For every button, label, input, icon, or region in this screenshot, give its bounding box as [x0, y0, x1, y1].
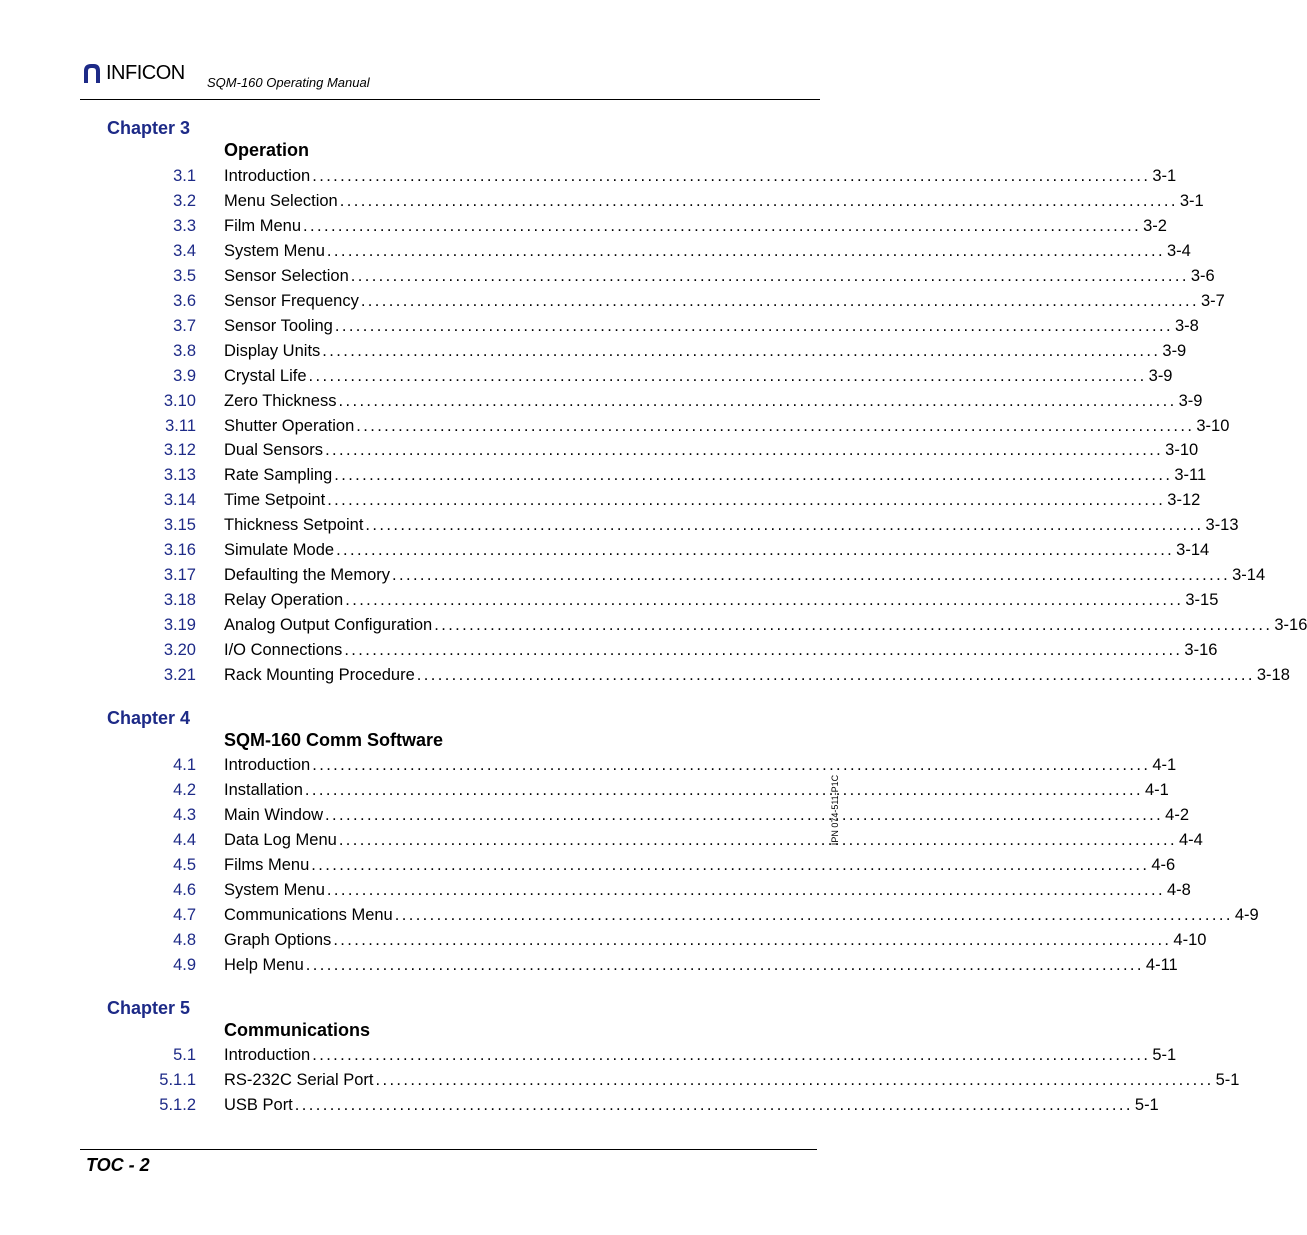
section-number-link[interactable]: 4.6	[173, 880, 196, 899]
section-page-number: 5-1	[1215, 1070, 1240, 1089]
toc-entry	[224, 316, 1199, 336]
section-title: I/O Connections	[224, 641, 343, 660]
dot-leader: ........................................................................................................................	[339, 191, 1178, 210]
section-title: Time Setpoint	[224, 491, 326, 510]
toc-entry-row	[0, 780, 1169, 805]
section-number-link[interactable]: 3.6	[173, 291, 196, 310]
section-number-link[interactable]: 3.7	[173, 316, 196, 335]
toc-entry-row	[0, 955, 1178, 980]
section-page-number: 3-11	[1174, 466, 1207, 485]
toc-entry-row	[0, 830, 1203, 855]
section-title: Help Menu	[224, 955, 304, 974]
toc-entry-row	[0, 591, 1219, 615]
dot-leader: ........................................................................................................................	[325, 805, 1164, 824]
section-number-link[interactable]: 5.1.2	[159, 1095, 196, 1114]
toc-entry-row	[0, 905, 1259, 930]
toc-entry	[224, 905, 1259, 925]
ipn-code: IPN 074-511-P1C	[830, 774, 841, 846]
toc-entry	[224, 266, 1215, 286]
dot-leader: ........................................................................................................................	[333, 930, 1172, 949]
section-number-link[interactable]: 3.4	[173, 241, 196, 260]
toc-entry-row	[0, 516, 1239, 540]
dot-leader: ........................................................................................................................	[365, 516, 1204, 535]
toc-entry-row	[0, 391, 1203, 416]
toc-entry	[224, 291, 1225, 311]
dot-leader: ........................................................................................................................	[326, 241, 1165, 260]
toc-entry	[224, 616, 1307, 635]
section-title: Menu Selection	[224, 191, 338, 210]
section-title: Relay Operation	[224, 591, 344, 610]
toc-entry	[224, 641, 1218, 660]
section-title: Shutter Operation	[224, 416, 355, 435]
section-title: Simulate Mode	[224, 541, 335, 560]
toc-entry-row	[0, 566, 1266, 590]
section-title: Dual Sensors	[224, 441, 324, 460]
section-page-number: 3-15	[1185, 591, 1219, 610]
section-title: Main Window	[224, 805, 324, 824]
section-page-number: 3-2	[1143, 216, 1167, 235]
section-page-number: 4-6	[1151, 855, 1176, 874]
toc-entry-row	[0, 316, 1199, 341]
toc-entry-row	[0, 441, 1199, 465]
section-title: Data Log Menu	[224, 830, 337, 849]
toc-entry	[224, 855, 1176, 875]
inficon-logo-mark	[82, 62, 102, 84]
header-rule	[80, 99, 820, 100]
section-number-link[interactable]: 3.16	[163, 541, 196, 560]
section-number-link[interactable]: 4.4	[173, 830, 196, 849]
dot-leader: ........................................................................................................................	[304, 780, 1143, 799]
section-page-number: 3-13	[1205, 516, 1239, 535]
section-page-number: 3-14	[1232, 566, 1266, 585]
dot-leader: ........................................................................................................................	[345, 591, 1184, 610]
chapter-title: SQM-160 Comm Software	[224, 730, 444, 750]
dot-leader: ........................................................................................................................	[392, 566, 1231, 585]
section-page-number: 3-9	[1148, 366, 1173, 385]
dot-leader: ........................................................................................................................	[312, 1046, 1151, 1064]
manual-title: SQM-160 Operating Manual	[207, 75, 370, 90]
section-number-link[interactable]: 3.13	[163, 466, 196, 485]
toc-entry-row	[0, 616, 1307, 640]
dot-leader: ........................................................................................................................	[312, 756, 1151, 774]
section-number-link[interactable]: 3.15	[163, 516, 196, 535]
toc-entry	[224, 591, 1219, 610]
section-number-link[interactable]: 4.1	[173, 756, 196, 774]
section-page-number: 3-9	[1178, 391, 1203, 410]
section-page-number: 4-4	[1178, 830, 1203, 849]
toc-entry	[224, 167, 1177, 186]
toc-entry	[224, 805, 1190, 825]
dot-leader: ........................................................................................................................	[311, 855, 1150, 874]
section-page-number: 3-7	[1200, 291, 1225, 310]
toc-entry-row	[0, 805, 1190, 830]
section-title: USB Port	[224, 1095, 293, 1114]
dot-leader: ........................................................................................................................	[338, 830, 1177, 849]
dot-leader: ........................................................................................................................	[303, 216, 1142, 235]
toc-entry	[224, 441, 1199, 460]
toc-entry	[224, 930, 1207, 950]
section-page-number: 3-12	[1167, 491, 1201, 510]
section-page-number: 3-10	[1165, 441, 1199, 460]
section-title: Zero Thickness	[224, 391, 337, 410]
dot-leader: ........................................................................................................................	[334, 466, 1173, 485]
section-page-number: 5-1	[1152, 1046, 1177, 1064]
section-page-number: 4-2	[1165, 805, 1190, 824]
section-page-number: 4-10	[1173, 930, 1207, 949]
section-title: System Menu	[224, 880, 325, 899]
section-page-number: 3-4	[1166, 241, 1191, 260]
toc-entry	[224, 666, 1290, 685]
toc-entry-row	[0, 191, 1204, 216]
section-title: Crystal Life	[224, 366, 307, 385]
brand-name: INFICON	[106, 61, 185, 84]
section-title: Graph Options	[224, 930, 332, 949]
toc-entry-row	[0, 1046, 1177, 1070]
dot-leader: ........................................................................................................................	[312, 167, 1151, 185]
toc-entry	[224, 1070, 1240, 1090]
section-title: Introduction	[224, 1046, 311, 1064]
dot-leader: ........................................................................................................................	[327, 491, 1166, 510]
toc-entry	[224, 780, 1169, 800]
toc-entry-row	[0, 1095, 1159, 1120]
section-number-link[interactable]: 4.5	[173, 855, 196, 874]
section-page-number: 3-9	[1162, 341, 1187, 360]
section-number-link[interactable]: 3.2	[173, 191, 196, 210]
section-page-number: 5-1	[1134, 1095, 1159, 1114]
toc-entry-row	[0, 341, 1187, 366]
section-number-link[interactable]: 3.19	[163, 616, 196, 635]
toc-entry-row	[0, 366, 1173, 391]
dot-leader: ........................................................................................................................	[434, 616, 1273, 635]
chapter-label[interactable]: Chapter 3	[107, 118, 191, 138]
chapter-title: Operation	[224, 140, 310, 160]
section-page-number: 3-6	[1190, 266, 1215, 285]
toc-entry	[224, 955, 1178, 975]
dot-leader: ........................................................................................................................	[308, 366, 1147, 385]
page-number: TOC - 2	[86, 1155, 150, 1175]
dot-leader: ........................................................................................................................	[338, 391, 1177, 410]
toc-entry-row	[0, 855, 1176, 880]
toc-entry-row	[0, 880, 1191, 905]
section-number-link[interactable]: 3.9	[173, 366, 196, 385]
toc-entry-row	[0, 756, 1177, 780]
dot-leader: ........................................................................................................................	[326, 880, 1165, 899]
section-page-number: 3-18	[1256, 666, 1290, 684]
toc-entry-row	[0, 466, 1207, 490]
toc-entry	[224, 366, 1173, 386]
toc-entry	[224, 880, 1191, 900]
toc-entry	[224, 516, 1239, 535]
footer-rule	[80, 1149, 817, 1150]
dot-leader: ........................................................................................................................	[344, 641, 1183, 660]
section-number-link[interactable]: 5.1	[173, 1046, 196, 1064]
section-number-link[interactable]: 3.11	[165, 416, 196, 435]
section-number-link[interactable]: 3.8	[173, 341, 196, 360]
section-number-link[interactable]: 3.3	[173, 216, 196, 235]
section-number-link[interactable]: 3.12	[163, 441, 196, 460]
toc-entry	[224, 466, 1207, 485]
toc-entry-row	[0, 1070, 1240, 1095]
dot-leader: ........................................................................................................................	[334, 316, 1173, 335]
dot-leader: ........................................................................................................................	[394, 905, 1233, 924]
section-page-number: 3-14	[1176, 541, 1210, 560]
toc-entry	[224, 756, 1177, 775]
section-number-link[interactable]: 3.20	[163, 641, 196, 660]
section-number-link[interactable]: 3.18	[163, 591, 196, 610]
dot-leader: ........................................................................................................................	[360, 291, 1199, 310]
section-number-link[interactable]: 5.1.1	[159, 1070, 196, 1089]
section-number-link[interactable]: 4.8	[173, 930, 196, 949]
toc-entry-row	[0, 241, 1191, 266]
toc-entry	[224, 416, 1230, 436]
toc-entry	[224, 566, 1266, 585]
toc-entry	[224, 491, 1201, 510]
toc-entry	[224, 241, 1191, 261]
toc-entry	[224, 341, 1187, 361]
dot-leader: ........................................................................................................................	[294, 1095, 1133, 1114]
dot-leader: ........................................................................................................................	[375, 1070, 1214, 1089]
section-number-link[interactable]: 4.9	[173, 955, 196, 974]
section-page-number: 4-11	[1145, 955, 1178, 974]
section-title: System Menu	[224, 241, 325, 260]
section-number-link[interactable]: 3.5	[173, 266, 196, 285]
toc-entry-row	[0, 216, 1167, 241]
section-number-link[interactable]: 3.21	[163, 666, 196, 684]
chapter-label[interactable]: Chapter 4	[107, 708, 191, 728]
toc-entry	[224, 391, 1203, 411]
section-number-link[interactable]: 4.3	[173, 805, 196, 824]
toc-entry	[224, 830, 1203, 850]
section-title: Sensor Frequency	[224, 291, 359, 310]
section-number-link[interactable]: 4.7	[173, 905, 196, 924]
section-title: Film Menu	[224, 216, 302, 235]
section-number-link[interactable]: 3.14	[163, 491, 196, 510]
inficon-logo	[82, 60, 185, 86]
toc-entry-row	[0, 641, 1218, 665]
dot-leader: ........................................................................................................................	[322, 341, 1161, 360]
toc-entry-row	[0, 167, 1177, 191]
section-title: Installation	[224, 780, 303, 799]
dot-leader: ........................................................................................................................	[416, 666, 1255, 684]
section-page-number: 4-8	[1166, 880, 1191, 899]
toc-entry-row	[0, 491, 1201, 515]
section-number-link[interactable]: 3.17	[163, 566, 196, 585]
section-number-link[interactable]: 3.10	[163, 391, 196, 410]
section-title: Sensor Tooling	[224, 316, 333, 335]
section-title: Introduction	[224, 167, 311, 185]
toc-entry	[224, 541, 1210, 560]
section-title: Analog Output Configuration	[224, 616, 433, 635]
section-page-number: 3-16	[1274, 616, 1307, 635]
section-title: Defaulting the Memory	[224, 566, 390, 585]
section-page-number: 4-9	[1234, 905, 1259, 924]
section-title: Thickness Setpoint	[224, 516, 364, 535]
chapter-title: Communications	[224, 1020, 371, 1040]
toc-entry-row	[0, 266, 1215, 291]
toc-entry-row	[0, 291, 1225, 316]
dot-leader: ........................................................................................................................	[336, 541, 1175, 560]
section-number-link[interactable]: 3.1	[173, 167, 196, 185]
dot-leader: ........................................................................................................................	[350, 266, 1189, 285]
section-title: Sensor Selection	[224, 266, 349, 285]
section-title: Communications Menu	[224, 905, 393, 924]
section-page-number: 4-1	[1145, 780, 1169, 799]
section-page-number: 3-1	[1179, 191, 1204, 210]
toc-entry	[224, 1095, 1159, 1115]
toc-entry-row	[0, 541, 1210, 565]
section-title: Display Units	[224, 341, 321, 360]
section-title: Films Menu	[224, 855, 310, 874]
dot-leader: ........................................................................................................................	[356, 416, 1195, 435]
section-title: Rate Sampling	[224, 466, 333, 485]
section-title: Rack Mounting Procedure	[224, 666, 415, 684]
section-title: RS-232C Serial Port	[224, 1070, 374, 1089]
section-page-number: 3-1	[1152, 167, 1177, 185]
toc-entry	[224, 1046, 1177, 1065]
section-title: Introduction	[224, 756, 311, 774]
section-page-number: 4-1	[1152, 756, 1177, 774]
section-page-number: 3-10	[1196, 416, 1230, 435]
toc-entry	[224, 216, 1167, 236]
chapter-label[interactable]: Chapter 5	[107, 998, 191, 1018]
toc-entry-row	[0, 416, 1230, 441]
section-number-link[interactable]: 4.2	[173, 780, 196, 799]
dot-leader: ........................................................................................................................	[325, 441, 1164, 460]
section-page-number: 3-16	[1184, 641, 1218, 660]
section-page-number: 3-8	[1174, 316, 1199, 335]
toc-entry-row	[0, 666, 1290, 690]
toc-entry	[224, 191, 1204, 211]
toc-entry-row	[0, 930, 1207, 955]
dot-leader: ........................................................................................................................	[305, 955, 1144, 974]
